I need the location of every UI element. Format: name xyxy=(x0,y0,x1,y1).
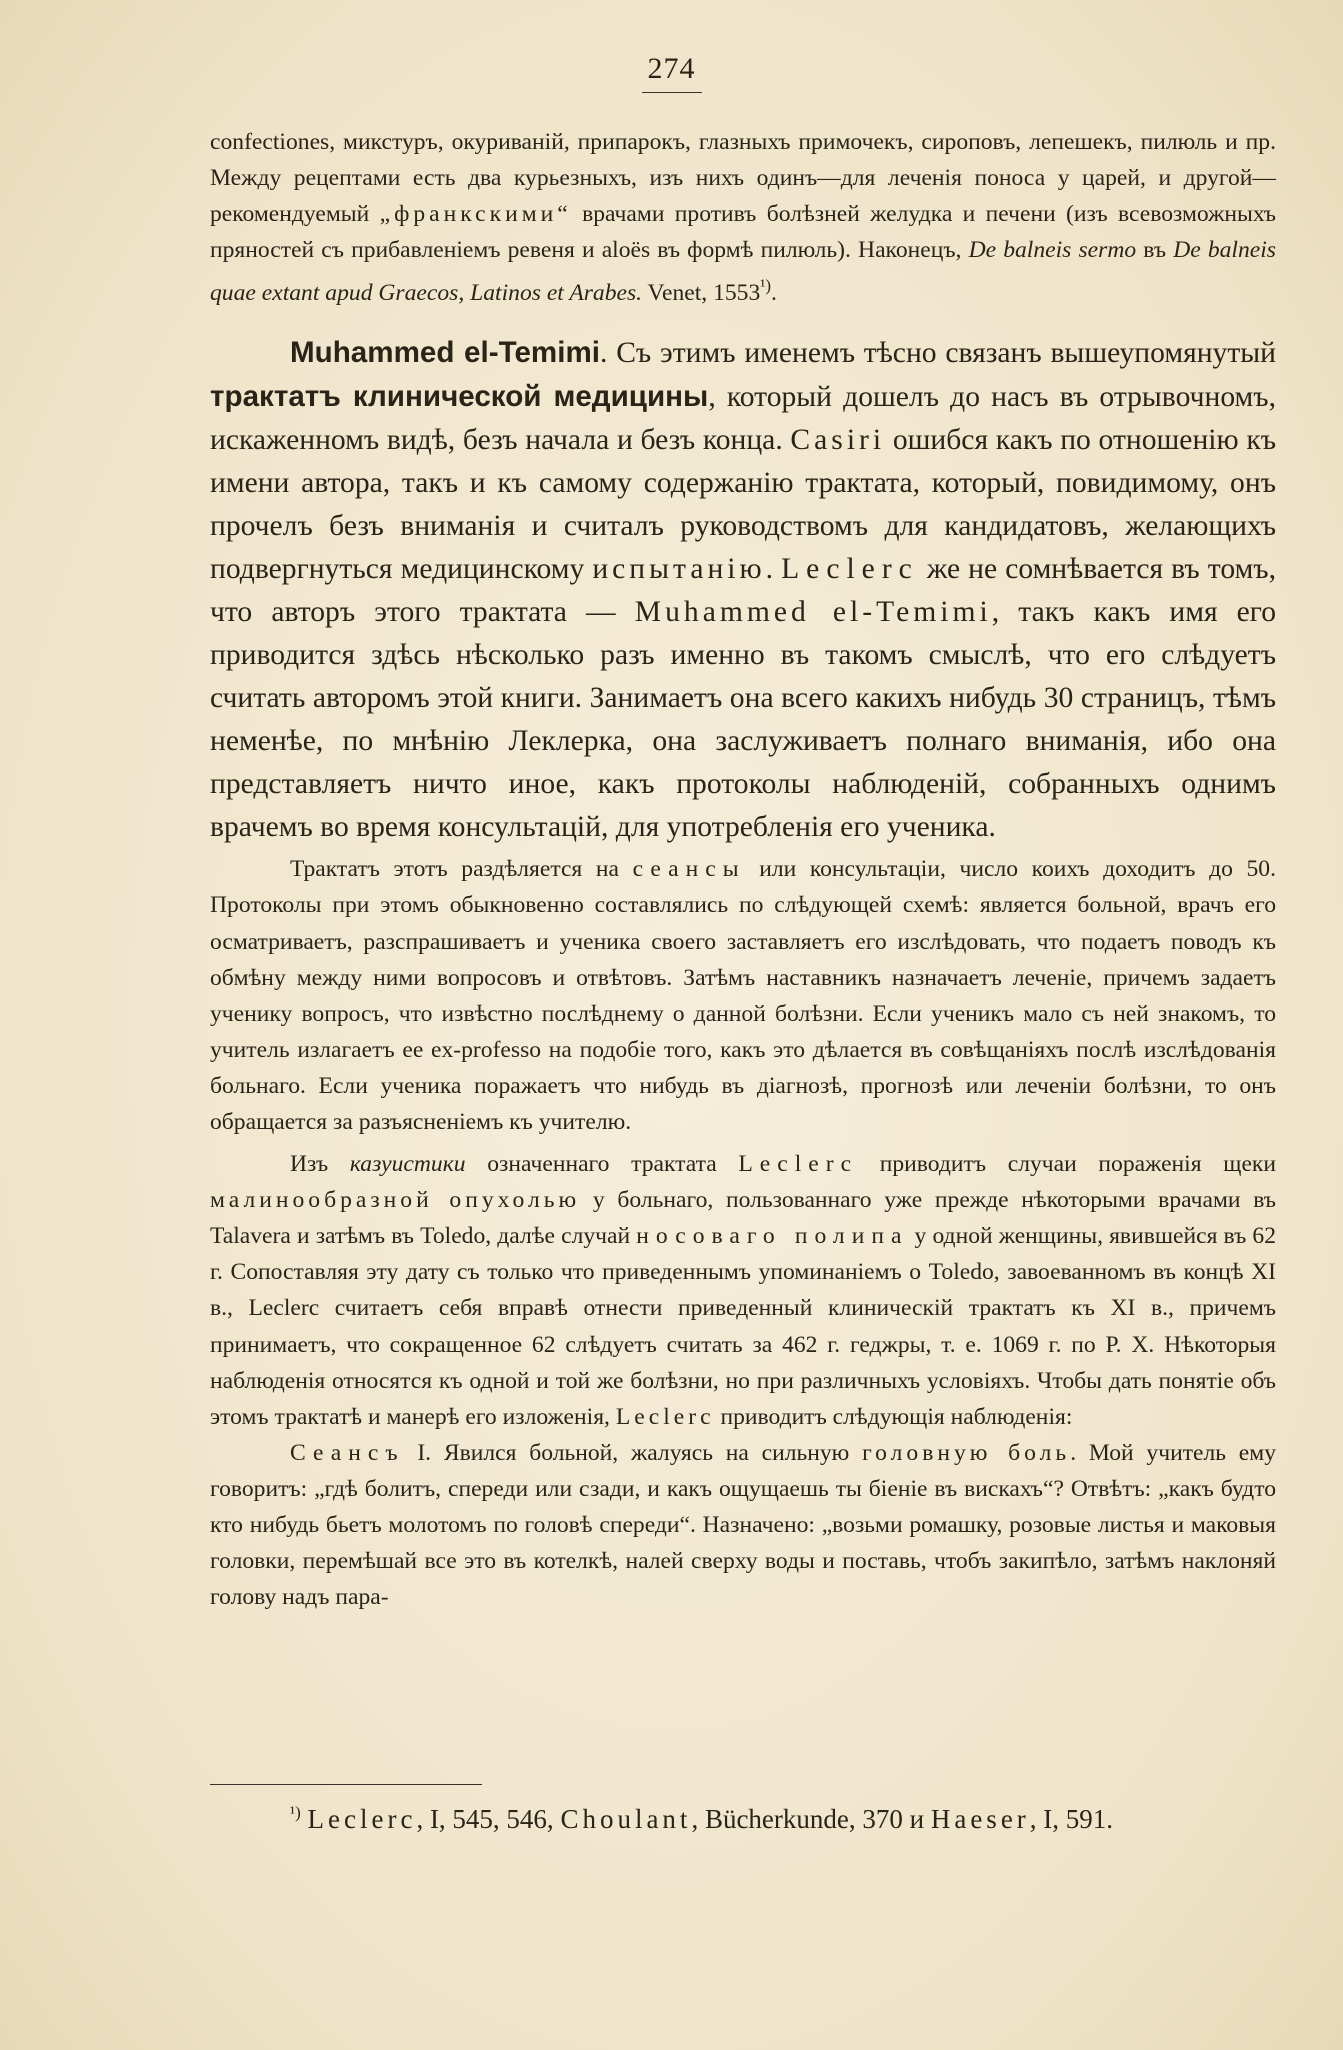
paragraph-continued: confectiones, микстуръ, окуриваній, припарокъ, глазныхъ примочекъ, сироповъ, лепешекъ, пилюль и пр. Между рецептами есть два курьезныхъ, изъ нихъ одинъ—для леченія поноса у царей, и другой—рекомендуемый „франкскими“ врачами противъ болѣзней желудка и печени (изъ всевозможныхъ пряностей съ прибавленіемъ ревеня и aloës въ формѣ пилюль). Наконецъ, De balneis sermo въ De balneis quae extant apud Graecos, Latinos et Arabes. Venet, 1553$^{^1)}$. xyxy=(210,129,1276,307)
section-heading: Muhammed el-Temimi xyxy=(290,336,600,370)
footnote: $^{^1)}$ Leclerc, I, 545, 546, Choulant, Bücherkunde, 370 и Haeser, I, 591. xyxy=(290,1803,1114,1834)
paragraph-casuistics: Изъ казуистики означеннаго трактата Leclerc приводитъ случаи пораженія щеки малинообразной опухолью у больнаго, пользованнаго уже прежде нѣкоторыми врачами въ Talavera и затѣмъ въ Toledo, далѣе случай носоваго полипа у одной женщины, явившейся въ 62 г. Сопоставляя эту дату съ только что приведеннымъ упоминаніемъ о Toledo, завоеванномъ въ концѣ XI в., Leclerc считаетъ себя вправѣ отнести приведенный клиническій трактатъ къ XI в., причемъ принимаетъ, что сокращенное 62 слѣдуетъ считать за 462 г. геджры, т. е. 1069 г. по Р. Х. Нѣкоторыя наблюденія относятся къ одной и той же болѣзни, но при различныхъ условіяхъ. Чтобы дать понятіе объ этомъ трактатѣ и манерѣ его изложенія, Leclerc приводитъ слѣдующія наблюденія: xyxy=(210,1151,1276,1430)
paragraph-muhammed-el-temimi: Muhammed el-Temimi. Съ этимъ именемъ тѣсно связанъ вышеупомянутый трактатъ клинической медицины, который дошелъ до насъ въ отрывочномъ, искаженномъ видѣ, безъ начала и безъ конца. Casiri ошибся какъ по отношенію къ имени автора, такъ и къ самому содержанію трактата, который, повидимому, онъ прочелъ безъ вниманія и считалъ руководствомъ для кандидатовъ, желающихъ подвергнуться медицинскому испытанію. Leclerc же не сомнѣвается въ томъ, что авторъ этого трактата — Muhammed el-Temimi, такъ какъ имя его приводится здѣсь нѣсколько разъ именно въ такомъ смыслѣ, что его слѣдуетъ считать авторомъ этой книги. Занимаетъ она всего какихъ нибудь 30 страницъ, тѣмъ неменѣе, по мнѣнію Леклерка, она заслуживаетъ полнаго вниманія, ибо она представляетъ ничто иное, какъ протоколы наблюденій, собранныхъ однимъ врачемъ во время консультацій, для употребленія его ученика. xyxy=(210,336,1277,844)
footnote-reference: ¹) xyxy=(760,276,772,296)
paragraph-seance-1: Сеансъ I. Явился больной, жалуясь на сильную головную боль. Мой учитель ему говоритъ: „гдѣ болитъ, спереди или сзади, и какъ ощущаешь ты біеніе въ вискахъ“? Отвѣтъ: „какъ будто кто нибудь бьетъ молотомъ по головѣ спереди“. Назначено: „возьми ромашку, розовые листья и маковыя головки, перемѣшай все это въ котелкѣ, налей сверху воды и поставь, чтобъ закипѣло, затѣмъ наклоняй голову надъ пара- xyxy=(210,1439,1276,1611)
page-body xyxy=(210,124,1276,1615)
paragraph-treatise-structure: Трактатъ этотъ раздѣляется на сеансы или консультаціи, число коихъ доходитъ до 50. Протоколы при этомъ обыкновенно составлялись по слѣдующей схемѣ: является больной, врачъ его осматриваетъ, разспрашиваетъ и ученика своего заставляетъ его изслѣдовать, что подаетъ поводъ къ обмѣну между ними вопросовъ и отвѣтовъ. Затѣмъ наставникъ назначаетъ леченіе, причемъ задаетъ ученику вопросъ, что извѣстно послѣднему о данной болѣзни. Если ученикъ мало съ ней знакомъ, то учитель излагаетъ ее ex-professo на подобіе того, какъ это дѣлается въ совѣщаніяхъ послѣ изслѣдованія больнаго. Если ученика поражаетъ что нибудь въ діагнозѣ, прогнозѣ или леченіи болѣзни, то онъ обращается за разъясненіемъ къ учителю. xyxy=(210,856,1277,1135)
page-number: 274 xyxy=(0,52,1343,93)
footnote-rule xyxy=(210,1784,482,1785)
